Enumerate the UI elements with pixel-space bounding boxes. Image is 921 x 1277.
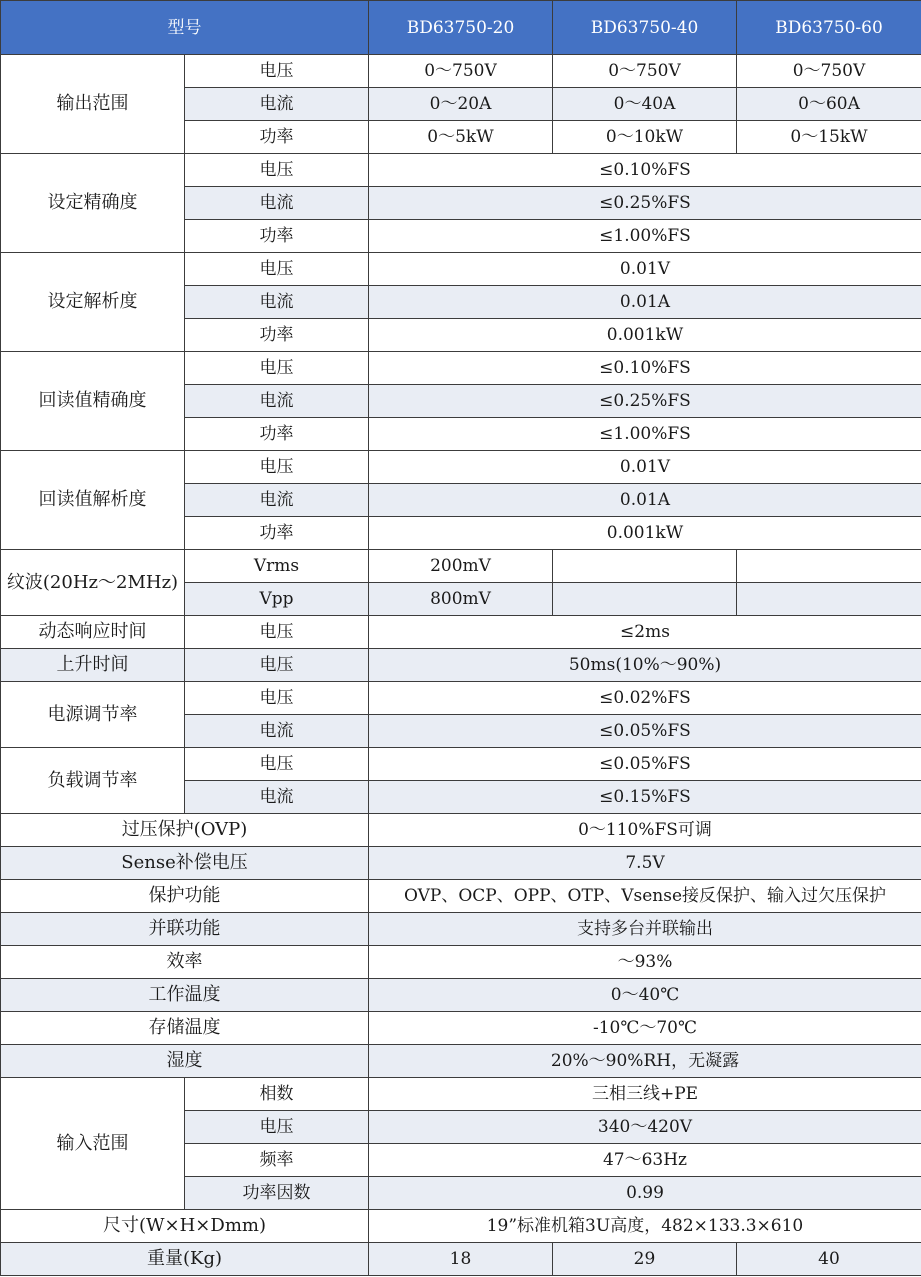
table-row <box>1 979 921 1012</box>
table-row <box>1 1210 921 1243</box>
param-label: 功率 <box>185 121 369 154</box>
value-cell: ≤0.25%FS <box>369 385 921 418</box>
value-cell: ≤1.00%FS <box>369 220 921 253</box>
table-row <box>1 1012 921 1045</box>
value-cell: 18 <box>369 1243 553 1276</box>
param-label: 电压 <box>185 154 369 187</box>
value-cell: 0～750V <box>737 55 921 88</box>
group-label: 湿度 <box>1 1045 369 1078</box>
table-row <box>1 814 921 847</box>
value-cell: 0.001kW <box>369 319 921 352</box>
group-label: 存储温度 <box>1 1012 369 1045</box>
value-cell: 0～40℃ <box>369 979 921 1012</box>
value-cell: 0～40A <box>553 88 737 121</box>
value-cell: 0～5kW <box>369 121 553 154</box>
value-cell: ≤0.25%FS <box>369 187 921 220</box>
table-row <box>1 154 921 187</box>
value-cell: 0.01V <box>369 451 921 484</box>
table-row <box>1 1078 921 1111</box>
value-cell: 支持多台并联输出 <box>369 913 921 946</box>
value-cell: ≤0.10%FS <box>369 352 921 385</box>
model-name: BD63750-20 <box>369 1 553 55</box>
value-cell: 200mV <box>369 550 553 583</box>
group-label: 负载调节率 <box>1 748 185 814</box>
value-cell: 47～63Hz <box>369 1144 921 1177</box>
value-cell: 340～420V <box>369 1111 921 1144</box>
value-cell: ≤0.02%FS <box>369 682 921 715</box>
param-label: Vpp <box>185 583 369 616</box>
param-label: 电流 <box>185 484 369 517</box>
table-row <box>1 748 921 781</box>
value-cell: 20%～90%RH，无凝露 <box>369 1045 921 1078</box>
value-cell: 40 <box>737 1243 921 1276</box>
table-row <box>1 55 921 88</box>
value-cell: ≤0.05%FS <box>369 715 921 748</box>
table-row <box>1 880 921 913</box>
group-label: 输出范围 <box>1 55 185 154</box>
param-label: 电压 <box>185 451 369 484</box>
group-label: 设定解析度 <box>1 253 185 352</box>
header-row <box>1 1 921 55</box>
model-name: BD63750-40 <box>553 1 737 55</box>
value-cell: 0～110%FS可调 <box>369 814 921 847</box>
table-row <box>1 1243 921 1276</box>
group-label: 保护功能 <box>1 880 369 913</box>
param-label: 电压 <box>185 352 369 385</box>
group-label: 效率 <box>1 946 369 979</box>
value-cell: 0～750V <box>553 55 737 88</box>
table-row <box>1 847 921 880</box>
value-cell: 0～60A <box>737 88 921 121</box>
param-label: 电流 <box>185 715 369 748</box>
table-row <box>1 253 921 286</box>
value-cell: ≤0.05%FS <box>369 748 921 781</box>
group-label: 过压保护(OVP) <box>1 814 369 847</box>
value-cell: ≤2ms <box>369 616 921 649</box>
group-label: 回读值解析度 <box>1 451 185 550</box>
table-row <box>1 649 921 682</box>
value-cell: 0.99 <box>369 1177 921 1210</box>
table-row <box>1 1045 921 1078</box>
param-label: 功率 <box>185 220 369 253</box>
param-label: 电流 <box>185 88 369 121</box>
table-row <box>1 946 921 979</box>
group-label: 重量(Kg) <box>1 1243 369 1276</box>
param-label: 相数 <box>185 1078 369 1111</box>
model-name: BD63750-60 <box>737 1 921 55</box>
value-cell <box>553 550 737 583</box>
value-cell: 0.001kW <box>369 517 921 550</box>
table-row <box>1 913 921 946</box>
param-label: 电压 <box>185 55 369 88</box>
value-cell: ≤1.00%FS <box>369 418 921 451</box>
table-row <box>1 550 921 583</box>
model-header: 型号 <box>1 1 369 55</box>
param-label: 功率因数 <box>185 1177 369 1210</box>
value-cell <box>553 583 737 616</box>
value-cell: 0～10kW <box>553 121 737 154</box>
value-cell <box>737 583 921 616</box>
group-label: 回读值精确度 <box>1 352 185 451</box>
group-label: 上升时间 <box>1 649 185 682</box>
param-label: 电压 <box>185 682 369 715</box>
param-label: 频率 <box>185 1144 369 1177</box>
value-cell: 50ms(10%～90%) <box>369 649 921 682</box>
group-label: 纹波(20Hz～2MHz) <box>1 550 185 616</box>
param-label: 电压 <box>185 253 369 286</box>
param-label: 功率 <box>185 517 369 550</box>
group-label: 电源调节率 <box>1 682 185 748</box>
param-label: 电压 <box>185 1111 369 1144</box>
value-cell: 29 <box>553 1243 737 1276</box>
table-row <box>1 352 921 385</box>
group-label: 尺寸(W×H×Dmm) <box>1 1210 369 1243</box>
value-cell: 7.5V <box>369 847 921 880</box>
param-label: 电压 <box>185 748 369 781</box>
value-cell: ≤0.15%FS <box>369 781 921 814</box>
value-cell: 0～15kW <box>737 121 921 154</box>
param-label: 功率 <box>185 418 369 451</box>
param-label: Vrms <box>185 550 369 583</box>
param-label: 电压 <box>185 649 369 682</box>
value-cell: ～93% <box>369 946 921 979</box>
param-label: 功率 <box>185 319 369 352</box>
value-cell: 0.01A <box>369 286 921 319</box>
group-label: 工作温度 <box>1 979 369 1012</box>
param-label: 电流 <box>185 781 369 814</box>
group-label: 输入范围 <box>1 1078 185 1210</box>
value-cell: 800mV <box>369 583 553 616</box>
group-label: 设定精确度 <box>1 154 185 253</box>
param-label: 电流 <box>185 286 369 319</box>
table-row <box>1 616 921 649</box>
value-cell: -10℃～70℃ <box>369 1012 921 1045</box>
group-label: 动态响应时间 <box>1 616 185 649</box>
value-cell: ≤0.10%FS <box>369 154 921 187</box>
value-cell: OVP、OCP、OPP、OTP、Vsense接反保护、输入过欠压保护 <box>369 880 921 913</box>
param-label: 电流 <box>185 385 369 418</box>
value-cell: 0～20A <box>369 88 553 121</box>
value-cell: 三相三线+PE <box>369 1078 921 1111</box>
value-cell: 0～750V <box>369 55 553 88</box>
group-label: 并联功能 <box>1 913 369 946</box>
value-cell: 0.01A <box>369 484 921 517</box>
param-label: 电流 <box>185 187 369 220</box>
value-cell: 0.01V <box>369 253 921 286</box>
group-label: Sense补偿电压 <box>1 847 369 880</box>
table-row <box>1 682 921 715</box>
table-row <box>1 451 921 484</box>
param-label: 电压 <box>185 616 369 649</box>
value-cell: 19”标准机箱3U高度，482×133.3×610 <box>369 1210 921 1243</box>
value-cell <box>737 550 921 583</box>
